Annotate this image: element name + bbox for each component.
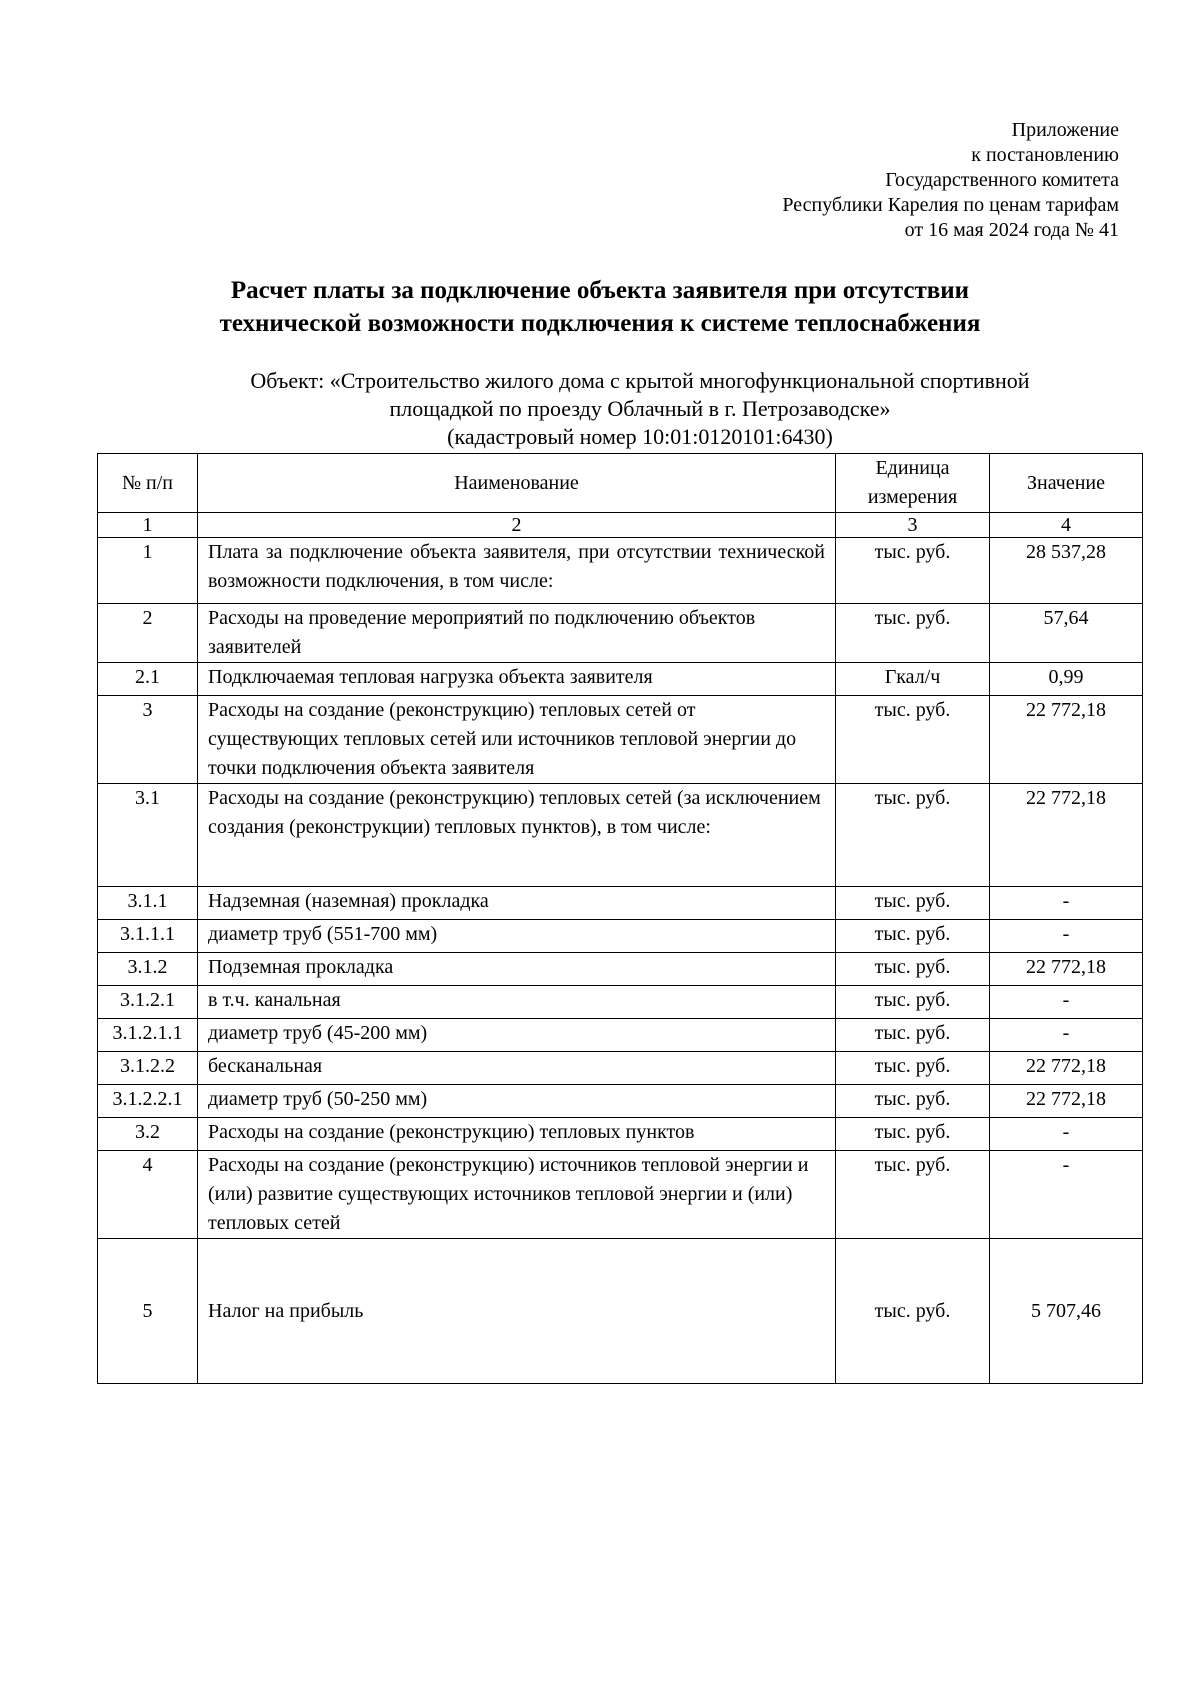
table-row <box>98 1151 1143 1239</box>
row-value: 5 707,46 <box>990 1239 1143 1384</box>
header-unit-line: Единица <box>875 457 950 479</box>
header-unit <box>836 454 990 513</box>
row-value: 22 772,18 <box>990 953 1143 986</box>
column-number: 2 <box>198 513 836 538</box>
appendix-line: Государственного комитета <box>885 169 1119 191</box>
row-num: 2 <box>98 604 198 663</box>
row-name: Плата за подключение объекта заявителя, при отсутствии технической возможности подключения, в том числе: <box>198 538 836 604</box>
title-line: Расчет платы за подключение объекта заявителя при отсутствии <box>230 277 970 304</box>
column-number: 3 <box>836 513 990 538</box>
row-num: 3.1.1 <box>98 887 198 920</box>
table-row <box>98 920 1143 953</box>
row-name: Расходы на создание (реконструкцию) тепловых сетей от существующих тепловых сетей или источников тепловой энергии до точки подключения объекта заявителя <box>198 696 836 784</box>
row-name: бесканальная <box>198 1052 836 1085</box>
row-unit: тыс. руб. <box>836 887 990 920</box>
table-row <box>98 696 1143 784</box>
row-name: в т.ч. канальная <box>198 986 836 1019</box>
row-name: Расходы на проведение мероприятий по подключению объектов заявителей <box>198 604 836 663</box>
table-row <box>98 604 1143 663</box>
appendix-line: Республики Карелия по ценам тарифам <box>782 194 1119 216</box>
appendix-block <box>782 118 1119 243</box>
table-header-row <box>98 454 1143 513</box>
object-line: Объект: «Строительство жилого дома с крытой многофункциональной спортивной <box>250 368 1030 393</box>
row-unit: тыс. руб. <box>836 696 990 784</box>
object-line: площадкой по проезду Облачный в г. Петрозаводске» <box>389 396 891 421</box>
calculation-table <box>97 453 1143 1384</box>
row-value: 28 537,28 <box>990 538 1143 604</box>
table-row <box>98 887 1143 920</box>
row-value: 22 772,18 <box>990 784 1143 887</box>
row-value: - <box>990 920 1143 953</box>
row-name: Расходы на создание (реконструкцию) тепловых сетей (за исключением создания (реконструкции) тепловых пунктов), в том числе: <box>198 784 836 887</box>
table-row <box>98 1118 1143 1151</box>
row-unit: Гкал/ч <box>836 663 990 696</box>
column-number: 4 <box>990 513 1143 538</box>
row-unit: тыс. руб. <box>836 1085 990 1118</box>
cadastral-number: (кадастровый номер 10:01:0120101:6430) <box>447 424 833 449</box>
row-num: 3.1.2.2.1 <box>98 1085 198 1118</box>
row-num: 3.1 <box>98 784 198 887</box>
row-unit: тыс. руб. <box>836 604 990 663</box>
row-value: 22 772,18 <box>990 1052 1143 1085</box>
appendix-line: к постановлению <box>971 144 1119 166</box>
row-unit: тыс. руб. <box>836 1239 990 1384</box>
row-name: диаметр труб (50-250 мм) <box>198 1085 836 1118</box>
table-row <box>98 1239 1143 1384</box>
row-name: Надземная (наземная) прокладка <box>198 887 836 920</box>
row-value: 22 772,18 <box>990 696 1143 784</box>
row-unit: тыс. руб. <box>836 1019 990 1052</box>
row-num: 5 <box>98 1239 198 1384</box>
table-row <box>98 663 1143 696</box>
row-num: 3.1.1.1 <box>98 920 198 953</box>
title-line: технической возможности подключения к системе теплоснабжения <box>219 310 981 337</box>
row-num: 3.1.2 <box>98 953 198 986</box>
row-name: диаметр труб (551-700 мм) <box>198 920 836 953</box>
row-num: 3.1.2.2 <box>98 1052 198 1085</box>
row-name: Расходы на создание (реконструкцию) тепловых пунктов <box>198 1118 836 1151</box>
row-unit: тыс. руб. <box>836 953 990 986</box>
header-name: Наименование <box>198 454 836 513</box>
row-value: 22 772,18 <box>990 1085 1143 1118</box>
table-row <box>98 784 1143 887</box>
column-numbers-row <box>98 513 1143 538</box>
row-num: 2.1 <box>98 663 198 696</box>
header-value: Значение <box>990 454 1143 513</box>
row-value: 0,99 <box>990 663 1143 696</box>
row-value: - <box>990 887 1143 920</box>
row-unit: тыс. руб. <box>836 784 990 887</box>
row-value: - <box>990 986 1143 1019</box>
row-value: 57,64 <box>990 604 1143 663</box>
row-value: - <box>990 1019 1143 1052</box>
row-name: Подключаемая тепловая нагрузка объекта заявителя <box>198 663 836 696</box>
row-name: Подземная прокладка <box>198 953 836 986</box>
row-name: Налог на прибыль <box>198 1239 836 1384</box>
row-num: 4 <box>98 1151 198 1239</box>
appendix-line: от 16 мая 2024 года № 41 <box>904 219 1119 241</box>
table-row <box>98 986 1143 1019</box>
table-row <box>98 1019 1143 1052</box>
row-unit: тыс. руб. <box>836 538 990 604</box>
row-num: 3.1.2.1.1 <box>98 1019 198 1052</box>
row-value: - <box>990 1151 1143 1239</box>
row-unit: тыс. руб. <box>836 1118 990 1151</box>
header-unit-line: измерения <box>867 486 958 508</box>
table-row <box>98 953 1143 986</box>
row-name: Расходы на создание (реконструкцию) источников тепловой энергии и (или) развитие существующих источников тепловой энергии и (или) тепловых сетей <box>198 1151 836 1239</box>
column-number: 1 <box>98 513 198 538</box>
table-row <box>98 1052 1143 1085</box>
row-unit: тыс. руб. <box>836 920 990 953</box>
row-name: диаметр труб (45-200 мм) <box>198 1019 836 1052</box>
appendix-line: Приложение <box>1011 119 1119 141</box>
table-row <box>98 1085 1143 1118</box>
row-value: - <box>990 1118 1143 1151</box>
row-unit: тыс. руб. <box>836 1052 990 1085</box>
object-description <box>140 367 1140 451</box>
document-title <box>0 274 1200 340</box>
row-num: 1 <box>98 538 198 604</box>
row-unit: тыс. руб. <box>836 986 990 1019</box>
row-unit: тыс. руб. <box>836 1151 990 1239</box>
row-num: 3.1.2.1 <box>98 986 198 1019</box>
row-num: 3.2 <box>98 1118 198 1151</box>
table-row <box>98 538 1143 604</box>
row-num: 3 <box>98 696 198 784</box>
header-num: № п/п <box>98 454 198 513</box>
